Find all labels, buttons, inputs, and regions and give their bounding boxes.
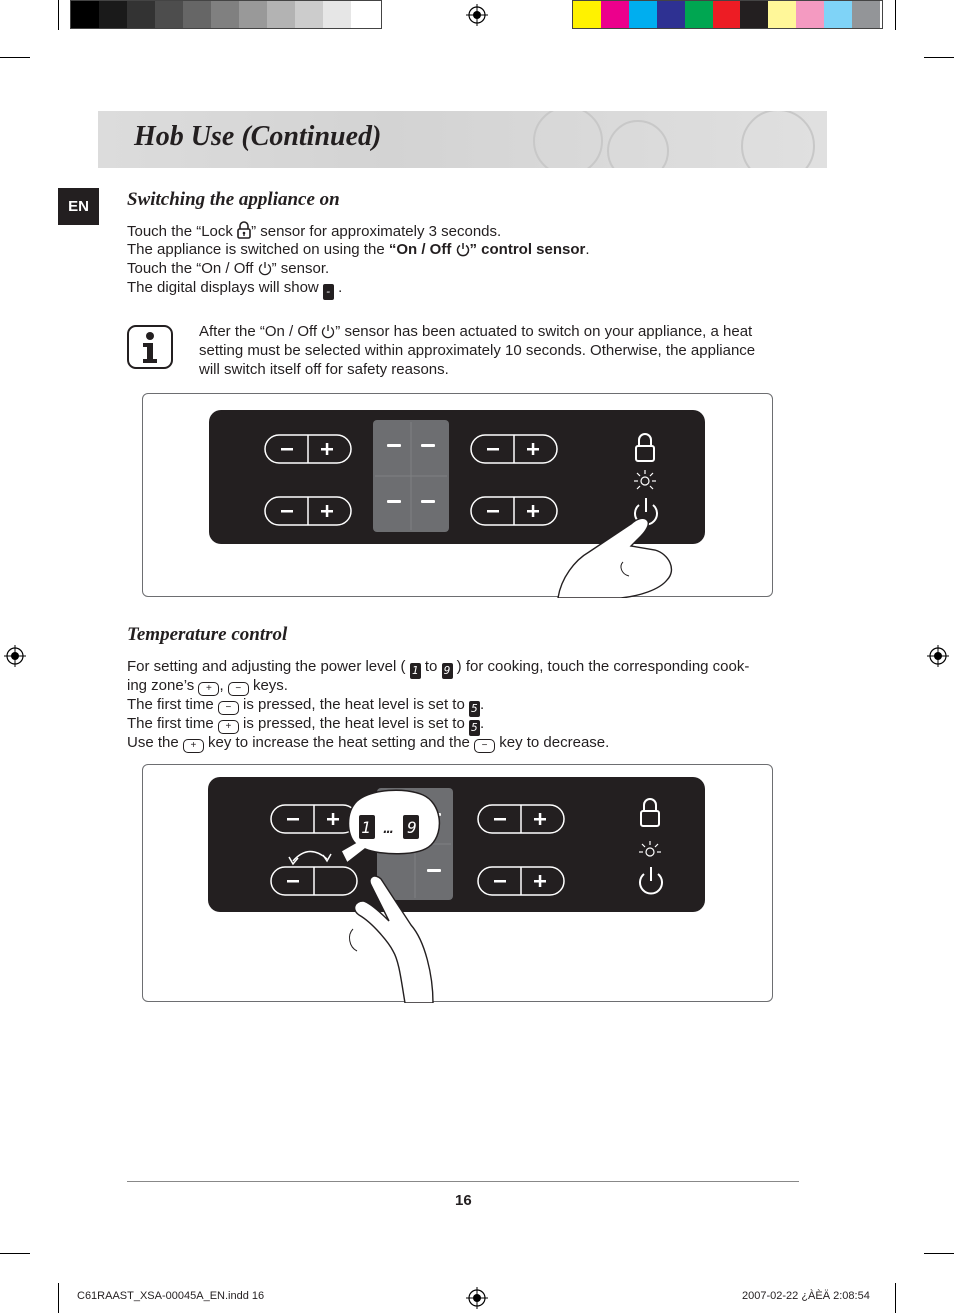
color-swatch [685, 1, 713, 28]
color-swatch [657, 1, 685, 28]
color-swatch [71, 1, 99, 28]
key-pair-front-right [478, 805, 564, 833]
instruction-line: The first time − is pressed, the heat level is set to 5 . [127, 696, 485, 715]
color-swatch [852, 1, 880, 28]
color-swatch [713, 1, 741, 28]
crop-mark [895, 1283, 896, 1313]
key-pair-front-left [271, 805, 357, 833]
instruction-line: For setting and adjusting the power level ( 1 to 9 ) for cooking, touch the corresponding cook- [127, 658, 750, 677]
control-panel-illustration [143, 765, 774, 1003]
info-note-line: setting must be selected within approximately 10 seconds. Otherwise, the appliance [199, 342, 756, 359]
color-swatch [239, 1, 267, 28]
page-number: 16 [455, 1192, 472, 1209]
power-icon [456, 242, 470, 257]
color-swatch [267, 1, 295, 28]
segment-display-glyph: 5 [469, 720, 480, 736]
power-icon [321, 324, 335, 339]
key-pair-rear-left [265, 497, 351, 525]
language-tab: EN [58, 188, 99, 225]
instruction-line: The digital displays will show - . [127, 279, 343, 298]
info-note-line: After the “On / Off ” sensor has been actuated to switch on your appliance, a heat [199, 323, 753, 340]
crop-mark [58, 1283, 59, 1313]
crop-mark [924, 57, 954, 58]
color-swatch [323, 1, 351, 28]
registration-mark-icon [466, 4, 488, 26]
info-icon [127, 325, 173, 369]
control-panel-figure-temperature [142, 764, 773, 1002]
power-icon [258, 261, 272, 276]
lock-sensor-icon [636, 434, 654, 461]
color-swatch [127, 1, 155, 28]
crop-mark [58, 0, 59, 30]
lock-icon [237, 221, 251, 239]
key-pair-rear-right [478, 867, 564, 895]
registration-mark-icon [927, 645, 949, 667]
instruction-line: Touch the “Lock ” sensor for approximately 3 seconds. [127, 223, 502, 240]
minus-key-icon: − [228, 682, 249, 696]
section-title-temperature-control: Temperature control [127, 624, 288, 645]
bubble-ellipsis: … [384, 817, 394, 837]
key-pair-front-left [265, 435, 351, 463]
cycle-arrow-icon [293, 851, 327, 861]
key-pair-rear-left [271, 867, 357, 895]
grayscale-color-bar [70, 0, 382, 29]
key-pair-front-right [471, 435, 557, 463]
minus-key-icon: − [474, 739, 495, 753]
color-swatch [573, 1, 601, 28]
registration-mark-icon [466, 1287, 488, 1309]
color-swatch [99, 1, 127, 28]
info-note-line: will switch itself off for safety reasons. [199, 361, 449, 378]
color-swatch [351, 1, 379, 28]
plus-key-icon: + [183, 739, 204, 753]
crop-mark [895, 0, 896, 30]
bubble-level-from: 1 [361, 817, 371, 837]
instruction-line: Touch the “On / Off ” sensor. [127, 260, 330, 277]
indicator-light-icon [639, 841, 661, 856]
bubble-level-text [357, 815, 421, 839]
color-swatch [295, 1, 323, 28]
color-swatch [824, 1, 852, 28]
print-timestamp: 2007-02-22 ¿ÀÈÄ 2:08:54 [742, 1290, 870, 1302]
segment-display-glyph: 1 [410, 663, 421, 679]
power-sensor-icon [640, 867, 662, 893]
color-swatch [155, 1, 183, 28]
footer-divider [127, 1181, 799, 1182]
segment-display-glyph: 9 [442, 663, 453, 679]
section-title-switching-on: Switching the appliance on [127, 189, 340, 210]
color-swatch [211, 1, 239, 28]
control-panel-figure-on [142, 393, 773, 597]
instruction-line: ing zone’s + , − keys. [127, 677, 288, 694]
minus-key-icon: − [218, 701, 239, 715]
crop-mark [924, 1253, 954, 1254]
pointing-hand-icon [558, 518, 671, 598]
crop-mark [0, 1253, 30, 1254]
color-swatch [796, 1, 824, 28]
crop-mark [0, 57, 30, 58]
color-swatch [740, 1, 768, 28]
color-swatch [601, 1, 629, 28]
instruction-line: The appliance is switched on using the “On / Off ” control sensor. [127, 241, 590, 258]
plus-key-icon: + [218, 720, 239, 734]
process-color-bar [572, 0, 883, 29]
control-panel-illustration [143, 394, 774, 598]
plus-key-icon: + [198, 682, 219, 696]
bubble-level-to: 9 [407, 817, 417, 837]
registration-mark-icon [4, 645, 26, 667]
indicator-light-icon [634, 470, 656, 489]
lock-sensor-icon [641, 799, 659, 826]
instruction-line: The first time + is pressed, the heat level is set to 5 . [127, 715, 485, 734]
file-slug: C61RAAST_XSA-00045A_EN.indd 16 [77, 1290, 265, 1302]
color-swatch [183, 1, 211, 28]
page-title: Hob Use (Continued) [134, 121, 382, 152]
segment-display-glyph: 5 [469, 701, 480, 717]
key-pair-rear-right [471, 497, 557, 525]
instruction-line: Use the + key to increase the heat setting and the − key to decrease. [127, 734, 610, 751]
color-swatch [768, 1, 796, 28]
segment-display-glyph: - [323, 284, 334, 300]
color-swatch [629, 1, 657, 28]
